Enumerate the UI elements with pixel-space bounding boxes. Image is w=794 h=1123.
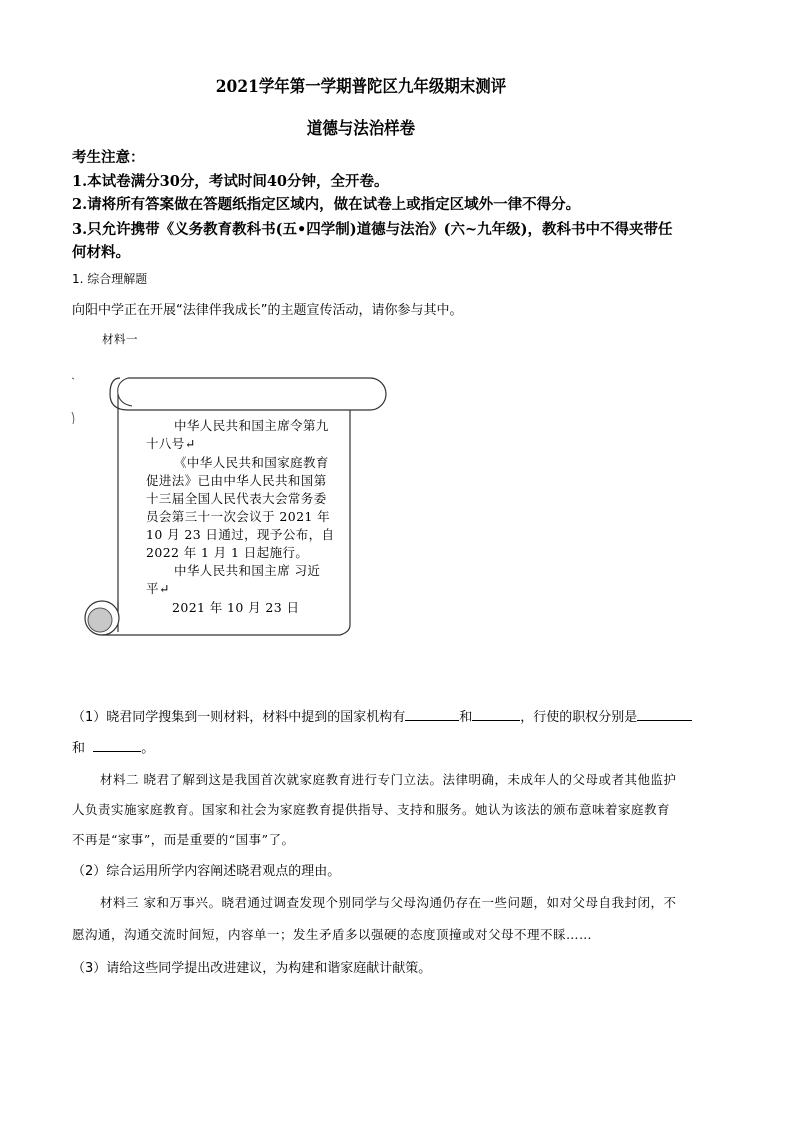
sub-question-1 [72,706,692,725]
notice-item-3-line-2: 何材料。 [72,244,130,261]
sub-question-1-text-a: （1）晓君同学搜集到一则材料，材料中提到的国家机构有 [72,710,406,725]
exam-subtitle: 道德与法治样卷 [306,119,416,139]
scroll-line-3: 《中华人民共和国家庭教育 [174,455,329,470]
sub-question-1-text-d: 和 [72,741,86,756]
scroll-line-9: 中华人民共和国主席 习近 [174,563,321,578]
scroll-line-7: 10 月 23 日通过，现予公布，自 [146,527,335,542]
notice-item-2: 2.请将所有答案做在答题纸指定区域内，做在试卷上或指定区域外一律不得分。 [72,196,581,213]
answer-blank-4[interactable] [93,739,141,752]
notice-item-3-line-1: 3.只允许携带《义务教育教科书(五•四学制)道德与法治》(六~九年级)，教科书中不得夹带任 [72,221,673,238]
sub-question-1-text-e: 。 [141,741,155,756]
question-intro: 向阳中学正在开展“法律伴我成长”的主题宣传活动，请你参与其中。 [72,303,463,318]
sub-question-1-text-c: ，行使的职权分别是 [520,710,638,725]
material-2-line-3: 不再是“家事”，而是重要的“国事”了。 [72,832,295,847]
scroll-line-5: 十三届全国人民代表大会常务委 [146,491,327,506]
sub-question-1-text-b: 和 [459,710,473,725]
scroll-line-11: 2021 年 10 月 23 日 [172,600,300,615]
material-3-line-1: 材料三 家和万事兴。晓君通过调查发现个别同学与父母沟通仍存在一些问题，如对父母自我封闭，不 [100,895,677,910]
notice-item-1: 1.本试卷满分30分，考试时间40分钟，全开卷。 [72,173,389,190]
answer-blank-2[interactable] [472,708,520,721]
scroll-line-2: 十八号↵ [146,436,196,451]
scroll-line-1: 中华人民共和国主席令第九 [174,418,329,433]
sub-question-2: （2）综合运用所学内容阐述晓君观点的理由。 [72,864,341,879]
scroll-line-10: 平↵ [146,581,170,596]
answer-blank-3[interactable] [637,708,692,721]
material-1-label: 材料一 [102,332,138,346]
scroll-line-8: 2022 年 1 月 1 日起施行。 [146,545,309,560]
notice-heading: 考生注意： [72,149,145,166]
material-2-line-2: 人负责实施家庭教育。国家和社会为家庭教育提供指导、支持和服务。她认为该法的颁布意味着家庭教育 [72,802,671,817]
scroll-line-4: 促进法》已由中华人民共和国第 [146,473,327,488]
answer-blank-1[interactable] [405,708,459,721]
material-3-line-2: 愿沟通，沟通交流时间短，内容单一；发生矛盾多以强硬的态度顶撞或对父母不理不睬…… [72,927,593,942]
sub-question-3: （3）请给这些同学提出改进建议，为构建和谐家庭献计献策。 [72,961,432,976]
question-number: 1. 综合理解题 [72,272,148,286]
exam-title: 2021学年第一学期普陀区九年级期末测评 [215,77,507,97]
material-2-line-1: 材料二 晓君了解到这是我国首次就家庭教育进行专门立法。法律明确，未成年人的父母或者其他监护 [100,772,677,787]
scroll-line-6: 员会第三十一次会议于 2021 年 [146,509,331,524]
sub-question-1-cont [72,737,154,756]
